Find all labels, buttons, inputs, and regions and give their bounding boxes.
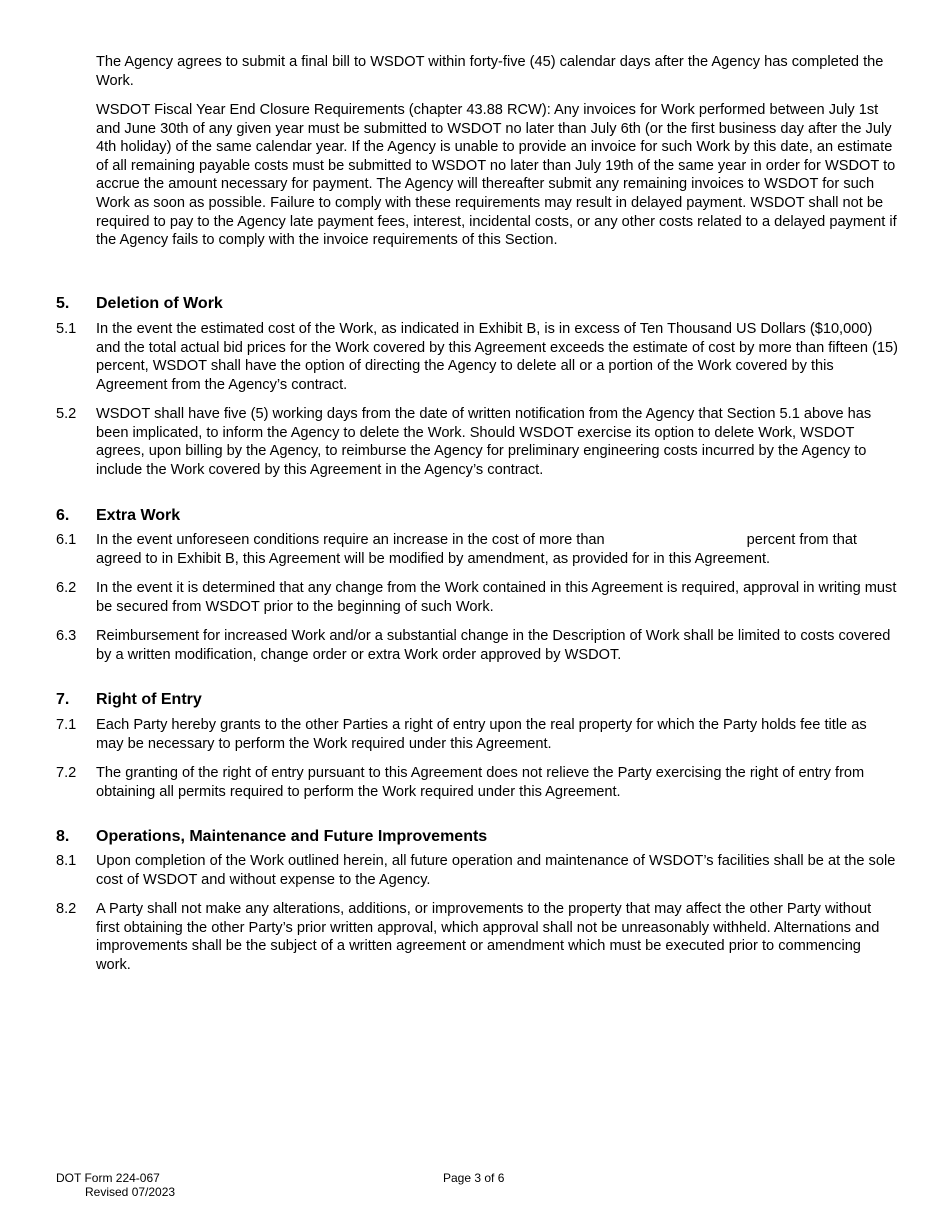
clause-number: 5.2 [56, 406, 77, 422]
clause-number: 7.1 [56, 717, 77, 733]
clause-number: 6.1 [56, 532, 77, 548]
clause-7-1 [56, 716, 898, 753]
clause-text: In the event the estimated cost of the Work, as indicated in Exhibit B, is in excess of Ten Thousand US Dollars ($10,000) and the total actual bid prices for the Work covered by this Agreement exceeds the estimate of cost by more than fifteen (15) percent, WSDOT shall have the option of directing the Agency to delete all or a portion of the Work covered by this Agreement from the Agency’s contract. [96, 321, 899, 393]
section-title: Deletion of Work [96, 295, 223, 312]
clause-6-2 [56, 579, 898, 616]
section-title: Right of Entry [96, 691, 202, 708]
clause-text: WSDOT shall have five (5) working days from the date of written notification from the Agency that Section 5.1 above has been implicated, to inform the Agency to delete the Work. Should WSDOT exercise its option to delete Work, WSDOT agrees, upon billing by the Agency, to reimburse the Agency for preliminary engineering costs incurred by the Agency to include the Work covered by this Agreement in the Agency’s contract. [96, 406, 872, 478]
clause-5-1 [56, 320, 898, 394]
section-heading-7 [56, 691, 202, 710]
clause-8-1 [56, 852, 898, 889]
clause-text: A Party shall not make any alterations, additions, or improvements to the property that may affect the other Party without first obtaining the other Party’s prior written approval, which approval shall not be unreasonably withheld. Alternations and improvements shall be the subject of a written agreement or amendment which must be executed prior to commencing work. [96, 901, 880, 973]
clause-text [96, 531, 898, 568]
footer-form-number: DOT Form 224-067 [56, 1171, 160, 1185]
section-number: 6. [56, 507, 70, 524]
footer-page-number: Page 3 of 6 [443, 1171, 505, 1185]
clause-text: Reimbursement for increased Work and/or a substantial change in the Description of Work shall be limited to costs covered by a written modification, change order or extra Work order approved by WSDOT. [96, 628, 891, 663]
section-number: 7. [56, 691, 70, 708]
clause-number: 6.3 [56, 628, 77, 644]
section-heading-8 [56, 828, 487, 847]
clause-6-1 [56, 531, 898, 568]
clause-text-after-blank: percent from that agreed to in Exhibit B, this Agreement will be modified by amendment, as provided for in this Agreement. [96, 532, 857, 567]
clause-number: 5.1 [56, 321, 77, 337]
clause-text: Each Party hereby grants to the other Parties a right of entry upon the real property for which the Party holds fee title as may be necessary to perform the Work required under this Agreement. [96, 717, 867, 752]
section-heading-5 [56, 295, 223, 314]
clause-6-3 [56, 627, 898, 664]
section-title: Operations, Maintenance and Future Improvements [96, 828, 488, 845]
clause-text-before-blank: In the event unforeseen conditions require an increase in the cost of more than [96, 532, 605, 548]
intro-paragraph-fiscal-year: WSDOT Fiscal Year End Closure Requirements (chapter 43.88 RCW): Any invoices for Work performed between July 1st and June 30th of any given year must be submitted to WSDOT no later than July 6th (or the first business day after the July 4th holiday) of the same calendar year. If the Agency is unable to provide an invoice for such Work by this date, an estimate of all remaining payable costs must be submitted to WSDOT no later than July 19th of the same year in order for WSDOT to accrue the amount necessary for payment. The Agency will thereafter submit any remaining invoices to WSDOT for such Work as soon as possible. Failure to comply with these requirements may result in delayed payment. WSDOT shall not be required to pay to the Agency late payment fees, interest, incidental costs, or any other costs related to a delayed payment if the Agency fails to comply with the invoice requirements of this Section. [96, 102, 897, 249]
clause-number: 6.2 [56, 580, 77, 596]
intro-paragraph-final-bill: The Agency agrees to submit a final bill to WSDOT within forty-five (45) calendar days after the Agency has completed the Work. [96, 54, 884, 89]
clause-text: Upon completion of the Work outlined herein, all future operation and maintenance of WSDOT’s facilities shall be at the sole cost of WSDOT and without expense to the Agency. [96, 853, 896, 888]
clause-text: The granting of the right of entry pursuant to this Agreement does not relieve the Party exercising the right of entry from obtaining all permits required to perform the Work required under this Agreement. [96, 765, 865, 800]
clause-number: 8.2 [56, 901, 77, 917]
footer-revised-date: Revised 07/2023 [85, 1185, 176, 1199]
section-number: 8. [56, 828, 70, 845]
clause-text: In the event it is determined that any change from the Work contained in this Agreement is required, approval in writing must be secured from WSDOT prior to the beginning of such Work. [96, 580, 897, 615]
clause-7-2 [56, 764, 898, 801]
section-heading-6 [56, 507, 180, 526]
section-title: Extra Work [96, 507, 181, 524]
section-number: 5. [56, 295, 70, 312]
clause-8-2 [56, 900, 898, 974]
clause-5-2 [56, 405, 898, 479]
clause-number: 7.2 [56, 765, 77, 781]
clause-number: 8.1 [56, 853, 77, 869]
